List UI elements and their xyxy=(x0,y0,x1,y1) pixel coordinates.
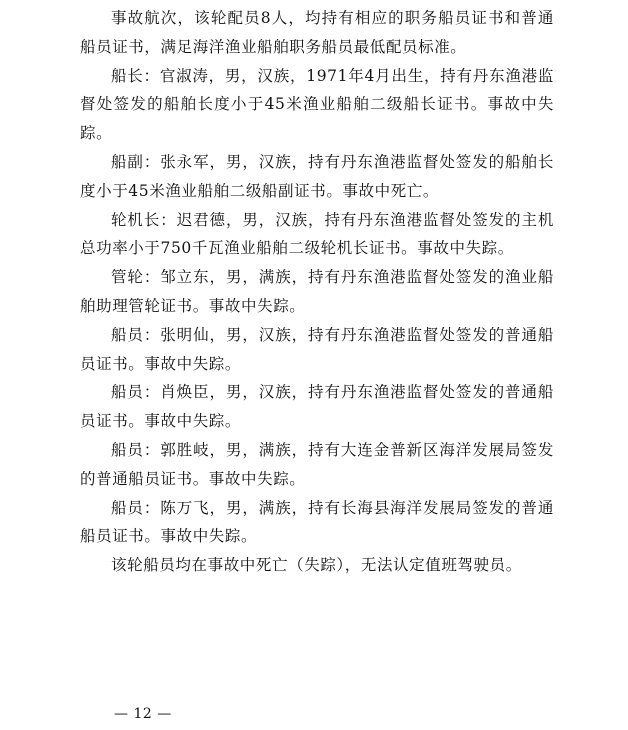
paragraph-role: 船长： xyxy=(111,66,160,85)
paragraph-engineer xyxy=(80,263,554,321)
paragraph-conclusion xyxy=(80,551,554,580)
paragraph-text: 陈万飞，男，满族，持有长海县海洋发展局签发的普通船员证书。事故中失踪。 xyxy=(80,498,554,546)
paragraph-chief-engineer xyxy=(80,206,554,264)
document-body xyxy=(80,4,554,580)
paragraph-crew-member xyxy=(80,378,554,436)
paragraph-crew-member xyxy=(80,321,554,379)
paragraph-crew-member xyxy=(80,436,554,494)
paragraph-text: 张永军，男，汉族，持有丹东渔港监督处签发的船舶长度小于45米渔业船舶二级船副证书。事故中死亡。 xyxy=(80,152,554,200)
paragraph-crew-member xyxy=(80,494,554,552)
paragraph-text: 邹立东，男，满族，持有丹东渔港监督处签发的渔业船舶助理管轮证书。事故中失踪。 xyxy=(80,268,554,315)
paragraph-role: 船员： xyxy=(111,383,161,402)
paragraph-captain xyxy=(80,62,554,148)
paragraph-text: 迟君德，男，汉族，持有丹东渔港监督处签发的主机总功率小于750千瓦渔业船舶二级轮机长证书。事故中失踪。 xyxy=(80,210,554,258)
paragraph-first-mate xyxy=(80,148,554,206)
paragraph-role: 船员： xyxy=(111,498,161,517)
page-number: — 12 — xyxy=(114,706,172,722)
paragraph-text: 肖焕臣，男，汉族，持有丹东渔港监督处签发的普通船员证书。事故中失踪。 xyxy=(80,383,554,431)
paragraph-role: 船员： xyxy=(111,325,161,344)
paragraph-role: 轮机长： xyxy=(111,210,177,229)
paragraph-text: 该轮船员均在事故中死亡（失踪），无法认定值班驾驶员。 xyxy=(111,556,522,575)
paragraph-role: 船副： xyxy=(111,152,161,171)
paragraph-text: 官淑涛，男，汉族，1971年4月出生，持有丹东渔港监督处签发的船舶长度小于45米渔业船舶二级船长证书。事故中失踪。 xyxy=(80,66,554,143)
paragraph-text: 事故航次，该轮配员8人，均持有相应的职务船员证书和普通船员证书，满足海洋渔业船舶职务船员最低配员标准。 xyxy=(80,9,554,56)
paragraph-crew-summary xyxy=(80,4,554,62)
paragraph-role: 管轮： xyxy=(111,268,161,287)
paragraph-text: 张明仙，男，汉族，持有丹东渔港监督处签发的普通船员证书。事故中失踪。 xyxy=(80,325,554,373)
paragraph-role: 船员： xyxy=(111,440,161,459)
paragraph-text: 郭胜岐，男，满族，持有大连金普新区海洋发展局签发的普通船员证书。事故中失踪。 xyxy=(80,440,554,488)
